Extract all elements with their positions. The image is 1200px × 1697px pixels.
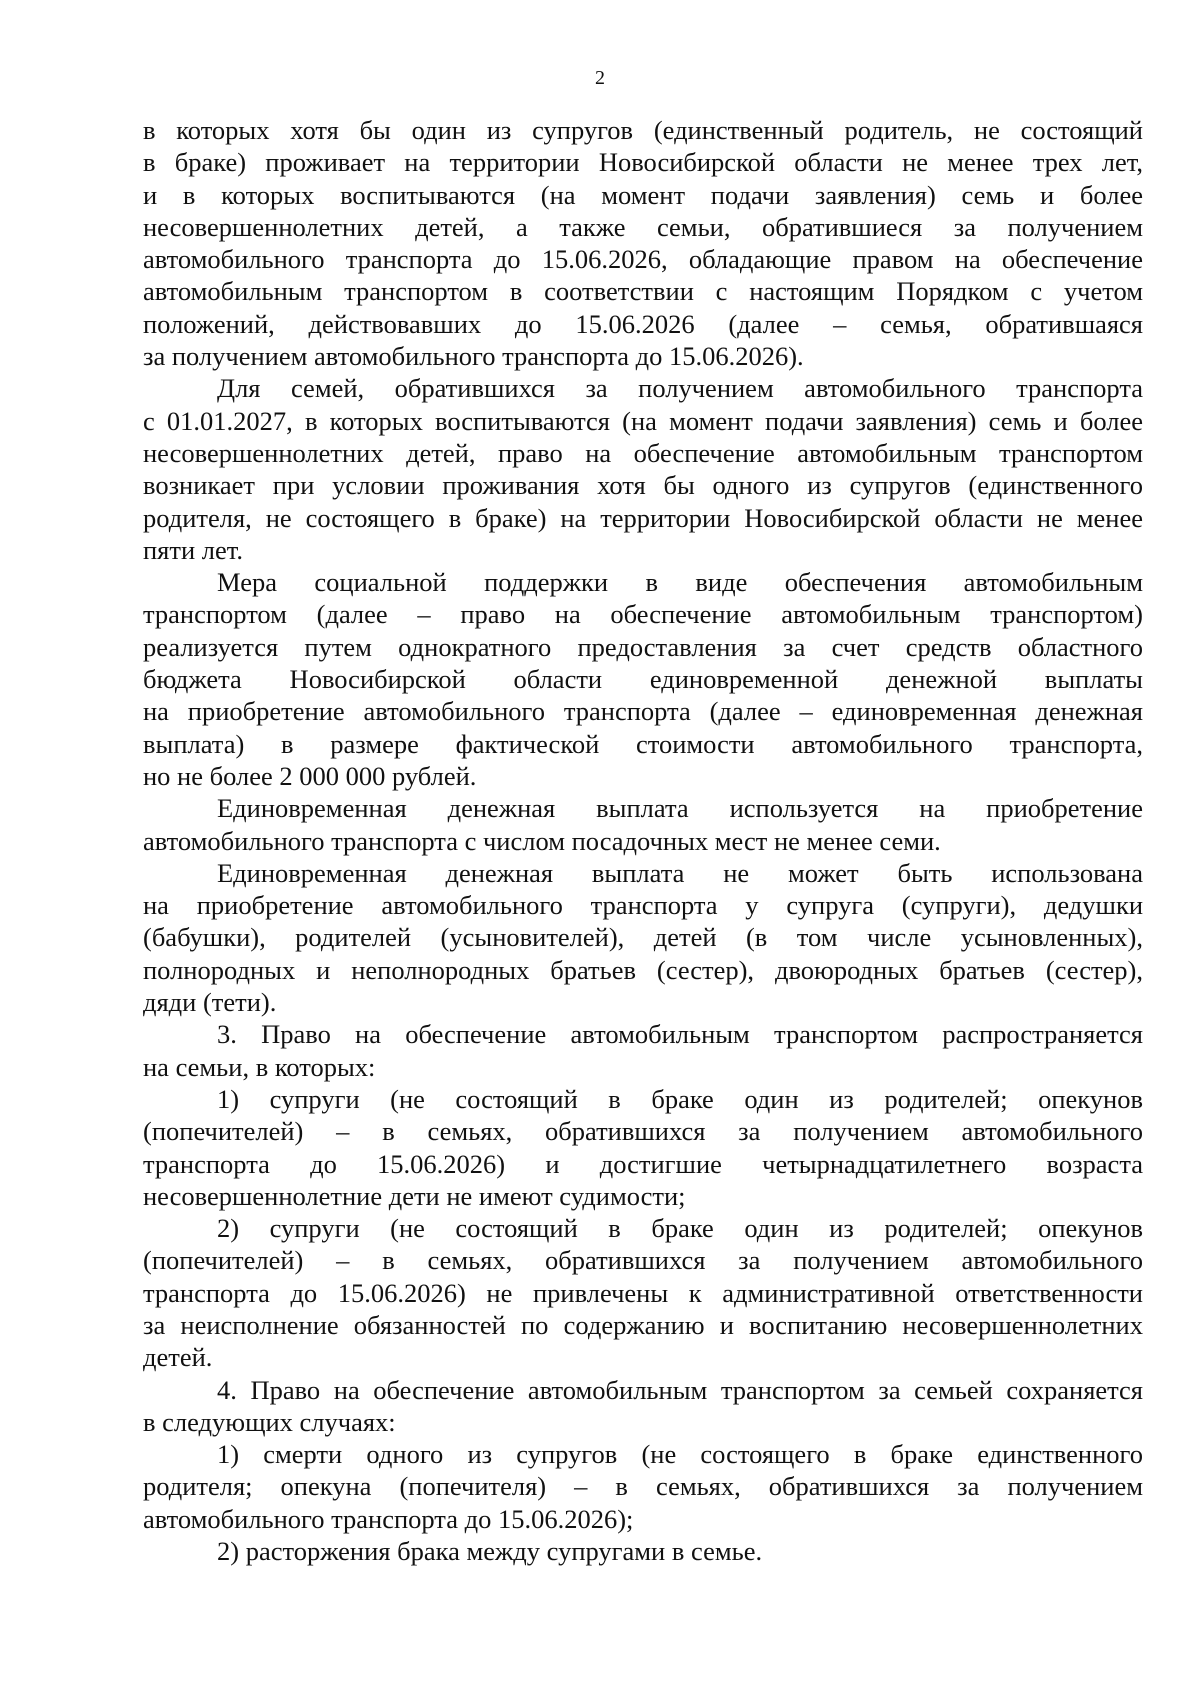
text-line: с 01.01.2027, в которых воспитываются (на момент подачи заявления) семь и более xyxy=(143,405,1143,436)
text-line: на семьи, в которых: xyxy=(143,1051,376,1082)
paragraph xyxy=(143,1018,1143,1083)
text-line: несовершеннолетних детей, право на обеспечение автомобильным транспортом xyxy=(143,437,1143,468)
text-line: за получением автомобильного транспорта до 15.06.2026). xyxy=(143,341,804,372)
text-line: в браке) проживает на территории Новосибирской области не менее трех лет, xyxy=(143,147,1143,178)
text-line: в которых хотя бы один из супругов (единственный родитель, не состоящий xyxy=(143,115,1143,145)
paragraph xyxy=(143,857,1143,1018)
text-line: транспорта до 15.06.2026) и достигшие четырнадцатилетнего возраста xyxy=(143,1148,1143,1179)
text-line: 4. Право на обеспечение автомобильным транспортом за семьей сохраняется xyxy=(217,1374,1143,1405)
text-line: дяди (тети). xyxy=(143,987,277,1018)
text-line: родителя, не состоящего в браке) на территории Новосибирской области не менее xyxy=(143,502,1143,533)
document-body xyxy=(143,114,1143,1567)
paragraph xyxy=(143,114,1143,372)
text-line: автомобильного транспорта до 15.06.2026); xyxy=(143,1503,634,1534)
text-line: автомобильного транспорта с числом посадочных мест не менее семи. xyxy=(143,825,941,856)
text-line: родителя; опекуна (попечителя) – в семьях, обратившихся за получением xyxy=(143,1471,1143,1502)
text-line: 2) расторжения брака между супругами в семье. xyxy=(217,1536,763,1567)
text-line: но не более 2 000 000 рублей. xyxy=(143,760,477,791)
text-line: бюджета Новосибирской области единовременной денежной выплаты xyxy=(143,664,1143,695)
text-line: на приобретение автомобильного транспорта (далее – единовременная денежная xyxy=(143,696,1143,727)
paragraph xyxy=(143,792,1143,857)
text-line: несовершеннолетние дети не имеют судимости; xyxy=(143,1180,686,1211)
page-number: 2 xyxy=(595,67,605,89)
text-line: несовершеннолетних детей, а также семьи, обратившиеся за получением xyxy=(143,211,1143,242)
text-line: за неисполнение обязанностей по содержанию и воспитанию несовершеннолетних xyxy=(143,1309,1143,1340)
paragraph xyxy=(143,1083,1143,1212)
text-line: в следующих случаях: xyxy=(143,1406,396,1437)
text-line: 2) супруги (не состоящий в браке один из родителей; опекунов xyxy=(217,1213,1143,1244)
text-line: на приобретение автомобильного транспорта у супруга (супруги), дедушки xyxy=(143,890,1143,921)
paragraph xyxy=(143,372,1143,566)
text-line: транспортом (далее – право на обеспечение автомобильным транспортом) xyxy=(143,599,1143,630)
text-line: автомобильным транспортом в соответствии с настоящим Порядком с учетом xyxy=(143,276,1143,307)
text-line: 3. Право на обеспечение автомобильным транспортом распространяется xyxy=(217,1019,1143,1050)
paragraph xyxy=(143,1212,1143,1373)
text-line: полнородных и неполнородных братьев (сестер), двоюродных братьев (сестер), xyxy=(143,954,1143,985)
text-line: (попечителей) – в семьях, обратившихся за получением автомобильного xyxy=(143,1245,1143,1276)
text-line: 1) супруги (не состоящий в браке один из родителей; опекунов xyxy=(217,1083,1143,1114)
text-line: и в которых воспитываются (на момент подачи заявления) семь и более xyxy=(143,179,1143,210)
text-line: автомобильного транспорта до 15.06.2026, обладающие правом на обеспечение xyxy=(143,244,1143,275)
paragraph xyxy=(143,566,1143,792)
text-line: (попечителей) – в семьях, обратившихся за получением автомобильного xyxy=(143,1116,1143,1147)
text-line: транспорта до 15.06.2026) не привлечены к административной ответственности xyxy=(143,1277,1143,1308)
text-line: выплата) в размере фактической стоимости автомобильного транспорта, xyxy=(143,728,1143,759)
text-line: детей. xyxy=(143,1342,213,1373)
text-line: Мера социальной поддержки в виде обеспечения автомобильным xyxy=(217,567,1143,598)
text-line: (бабушки), родителей (усыновителей), детей (в том числе усыновленных), xyxy=(143,922,1143,953)
text-line: положений, действовавших до 15.06.2026 (далее – семья, обратившаяся xyxy=(143,308,1143,339)
text-line: Единовременная денежная выплата не может быть использована xyxy=(217,857,1143,888)
text-line: возникает при условии проживания хотя бы одного из супругов (единственного xyxy=(143,470,1143,501)
text-line: Единовременная денежная выплата используется на приобретение xyxy=(217,793,1143,824)
text-line: Для семей, обратившихся за получением автомобильного транспорта xyxy=(217,373,1143,404)
paragraph xyxy=(143,1374,1143,1439)
text-line: реализуется путем однократного предоставления за счет средств областного xyxy=(143,631,1143,662)
paragraph xyxy=(143,1535,1143,1567)
paragraph xyxy=(143,1438,1143,1535)
text-line: 1) смерти одного из супругов (не состоящего в браке единственного xyxy=(217,1439,1143,1470)
text-line: пяти лет. xyxy=(143,534,243,565)
